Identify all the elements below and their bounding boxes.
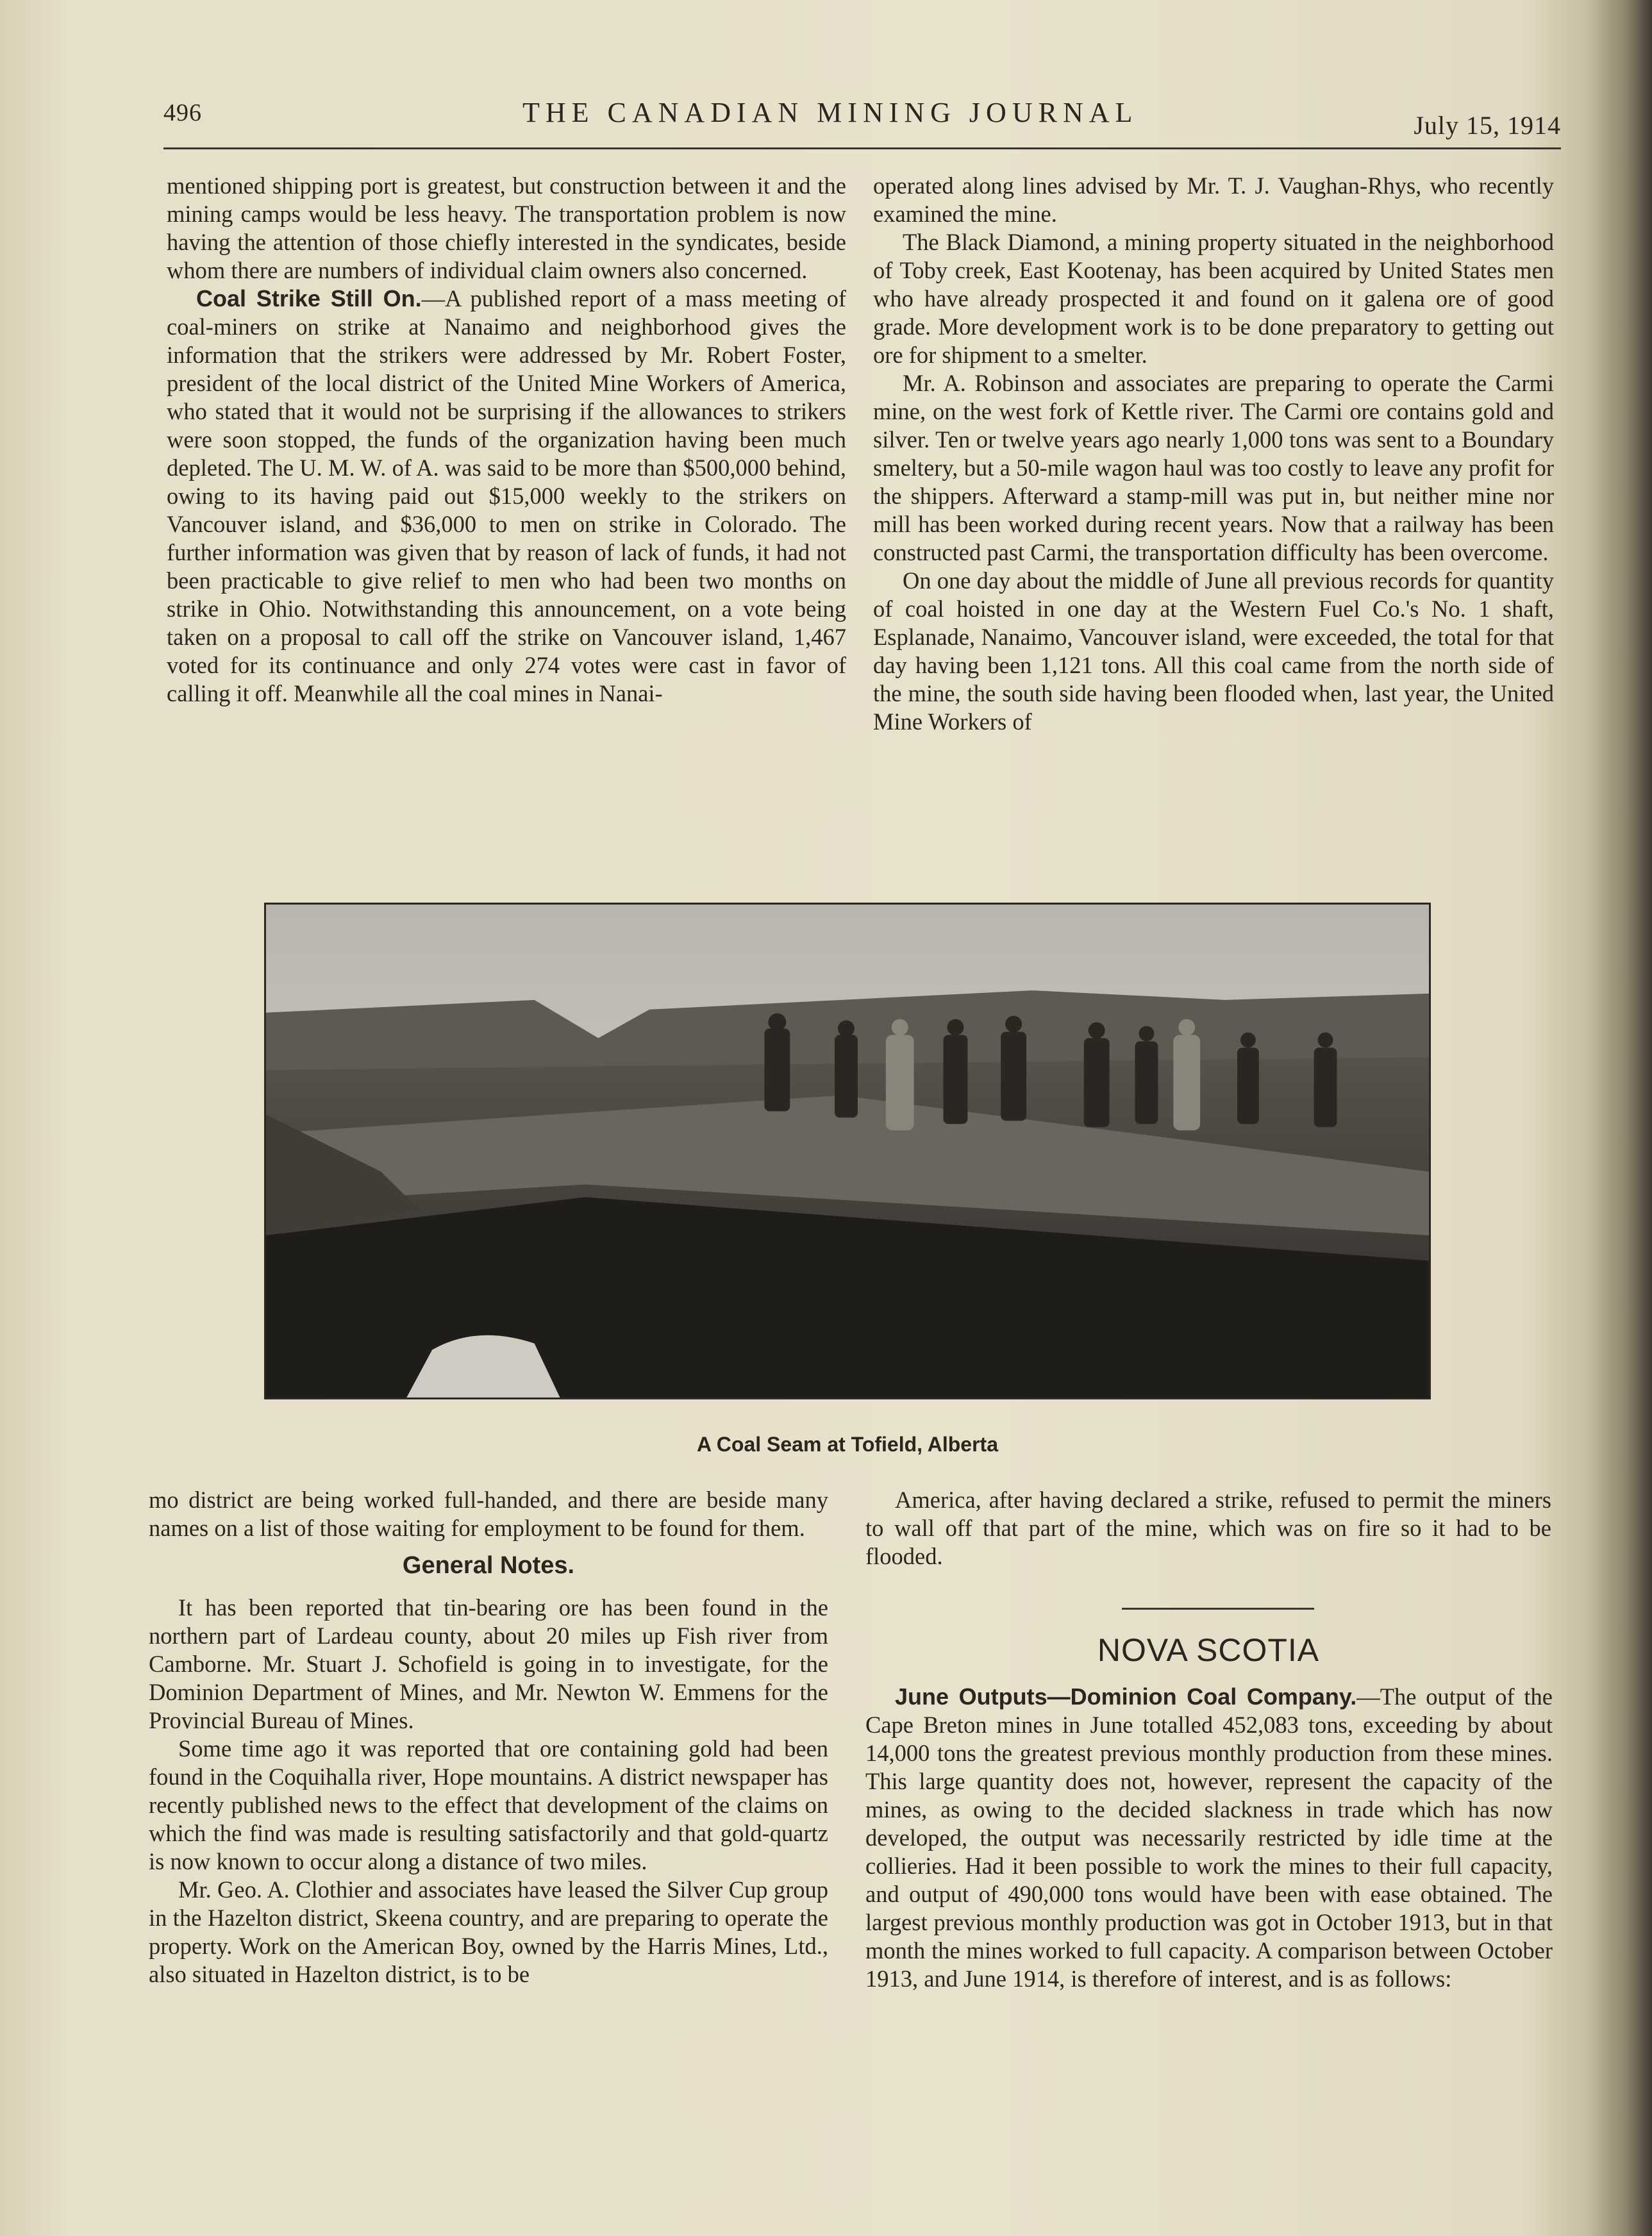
section-subhead: General Notes. — [402, 1552, 575, 1579]
issue-date: July 15, 1914 — [1414, 111, 1561, 140]
section-divider — [1122, 1608, 1314, 1610]
paragraph — [865, 1683, 1553, 1993]
photo-illustration — [266, 905, 1429, 1398]
paragraph: America, after having declared a strike, refused to permit the miners to wall off that part of the mine, which was on fire so it had to be flooded. — [865, 1487, 1551, 1569]
column-top-right — [873, 172, 1554, 736]
header-rule — [163, 147, 1561, 149]
coal-seam-photograph — [264, 903, 1431, 1399]
paragraph: operated along lines advised by Mr. T. J. Vaughan-Rhys, who recently examined the mine. — [873, 172, 1554, 227]
column-bottom-right-continued — [865, 1683, 1553, 1993]
paragraph-body: —The output of the Cape Breton mines in June totalled 452,083 tons, exceeding by about 14,000 tons the greatest previous monthly production from these mines. This large quantity does not, however, represent the capacity of the mines, as owing to the decided slackness in trade which has now developed, the output was necessarily restricted by idle time at the collieries. Had it been possible to work the mines to their full capacity, and output of 490,000 tons would have been with ease obtained. The largest previous monthly production was got in October 1913, but in that month the mines worked to full capacity. A comparison between October 1913, and June 1914, is therefore of interest, and is as follows: — [865, 1683, 1553, 1992]
paragraph: Some time ago it was reported that ore containing gold had been found in the Coquihalla river, Hope mountains. A district newspaper has recently published news to the effect that development of the claims on which the find was made is resulting satisfactorily and that gold-quartz is now known to occur along a distance of two miles. — [149, 1735, 828, 1874]
photo-caption: A Coal Seam at Tofield, Alberta — [696, 1433, 998, 1456]
column-bottom-left — [149, 1486, 828, 1989]
paragraph: mentioned shipping port is greatest, but construction between it and the mining camps would be less heavy. The transportation problem is now having the attention of those chiefly interested in the syndicates, beside whom there are numbers of individual claim owners also concerned. — [167, 172, 846, 283]
journal-title: THE CANADIAN MINING JOURNAL — [522, 97, 1139, 128]
paragraph-body: —A published report of a mass meeting of coal-miners on strike at Nanaimo and neighborhood gives the information that the strikers were addressed by Mr. Robert Foster, president of the local district of the United Mine Workers of America, who stated that it would not be surprising if the allowances to strikers were soon stopped, the funds of the organization having been much depleted. The U. M. W. of A. was said to be more than $500,000 behind, owing to its having paid out $15,000 weekly to the strikers on Vancouver island, and $36,000 to men on strike in Colorado. The further information was given that by reason of lack of funds, it had not been practicable to give relief to men who had been two months on strike in Ohio. Notwithstanding this announcement, on a vote being taken on a proposal to call off the strike on Vancouver island, 1,467 voted for its continuance and only 274 votes were cast in favor of calling it off. Meanwhile all the coal mines in Nanai- — [167, 285, 846, 706]
paragraph: Mr. Geo. A. Clothier and associates have leased the Silver Cup group in the Hazelton district, Skeena country, and are preparing to operate the property. Work on the American Boy, owned by the Harris Mines, Ltd., also situated in Hazelton district, is to be — [149, 1876, 828, 1987]
paragraph-lead: June Outputs—Dominion Coal Company. — [895, 1683, 1357, 1710]
column-top-left — [167, 172, 846, 708]
running-header — [163, 96, 1561, 140]
paragraph: The Black Diamond, a mining property situated in the neighborhood of Toby creek, East Kootenay, has been acquired by United States men who have already prospected it and found on it galena ore of good grade. More development work is to be done preparatory to getting out ore for shipment to a smelter. — [873, 229, 1554, 368]
paragraph: It has been reported that tin-bearing ore has been found in the northern part of Lardeau county, about 20 miles up Fish river from Camborne. Mr. Stuart J. Schofield is going in to investigate, for the Dominion Department of Mines, and Mr. Newton W. Emmens for the Provincial Bureau of Mines. — [149, 1594, 828, 1733]
paragraph: mo district are being worked full-handed, and there are beside many names on a list of those waiting for employment to be found for them. — [149, 1487, 828, 1541]
paragraph — [167, 285, 846, 708]
column-bottom-right — [865, 1486, 1551, 1571]
paragraph-lead: Coal Strike Still On. — [196, 285, 422, 312]
paragraph: On one day about the middle of June all previous records for quantity of coal hoisted in one day at the Western Fuel Co.'s No. 1 shaft, Esplanade, Nanaimo, Vancouver island, were exceeded, the total for that day having been 1,121 tons. All this coal came from the north side of the mine, the south side having been flooded when, last year, the United Mine Workers of — [873, 567, 1554, 735]
section-title: NOVA SCOTIA — [1097, 1632, 1320, 1668]
page-number: 496 — [163, 99, 202, 126]
paragraph: Mr. A. Robinson and associates are preparing to operate the Carmi mine, on the west fork of Kettle river. The Carmi ore contains gold and silver. Ten or twelve years ago nearly 1,000 tons was sent to a Boundary smeltery, but a 50-mile wagon haul was too costly to leave any profit for the shippers. Afterward a stamp-mill was put in, but neither mine nor mill has been worked during recent years. Now that a railway has been constructed past Carmi, the transportation difficulty has been overcome. — [873, 370, 1554, 565]
